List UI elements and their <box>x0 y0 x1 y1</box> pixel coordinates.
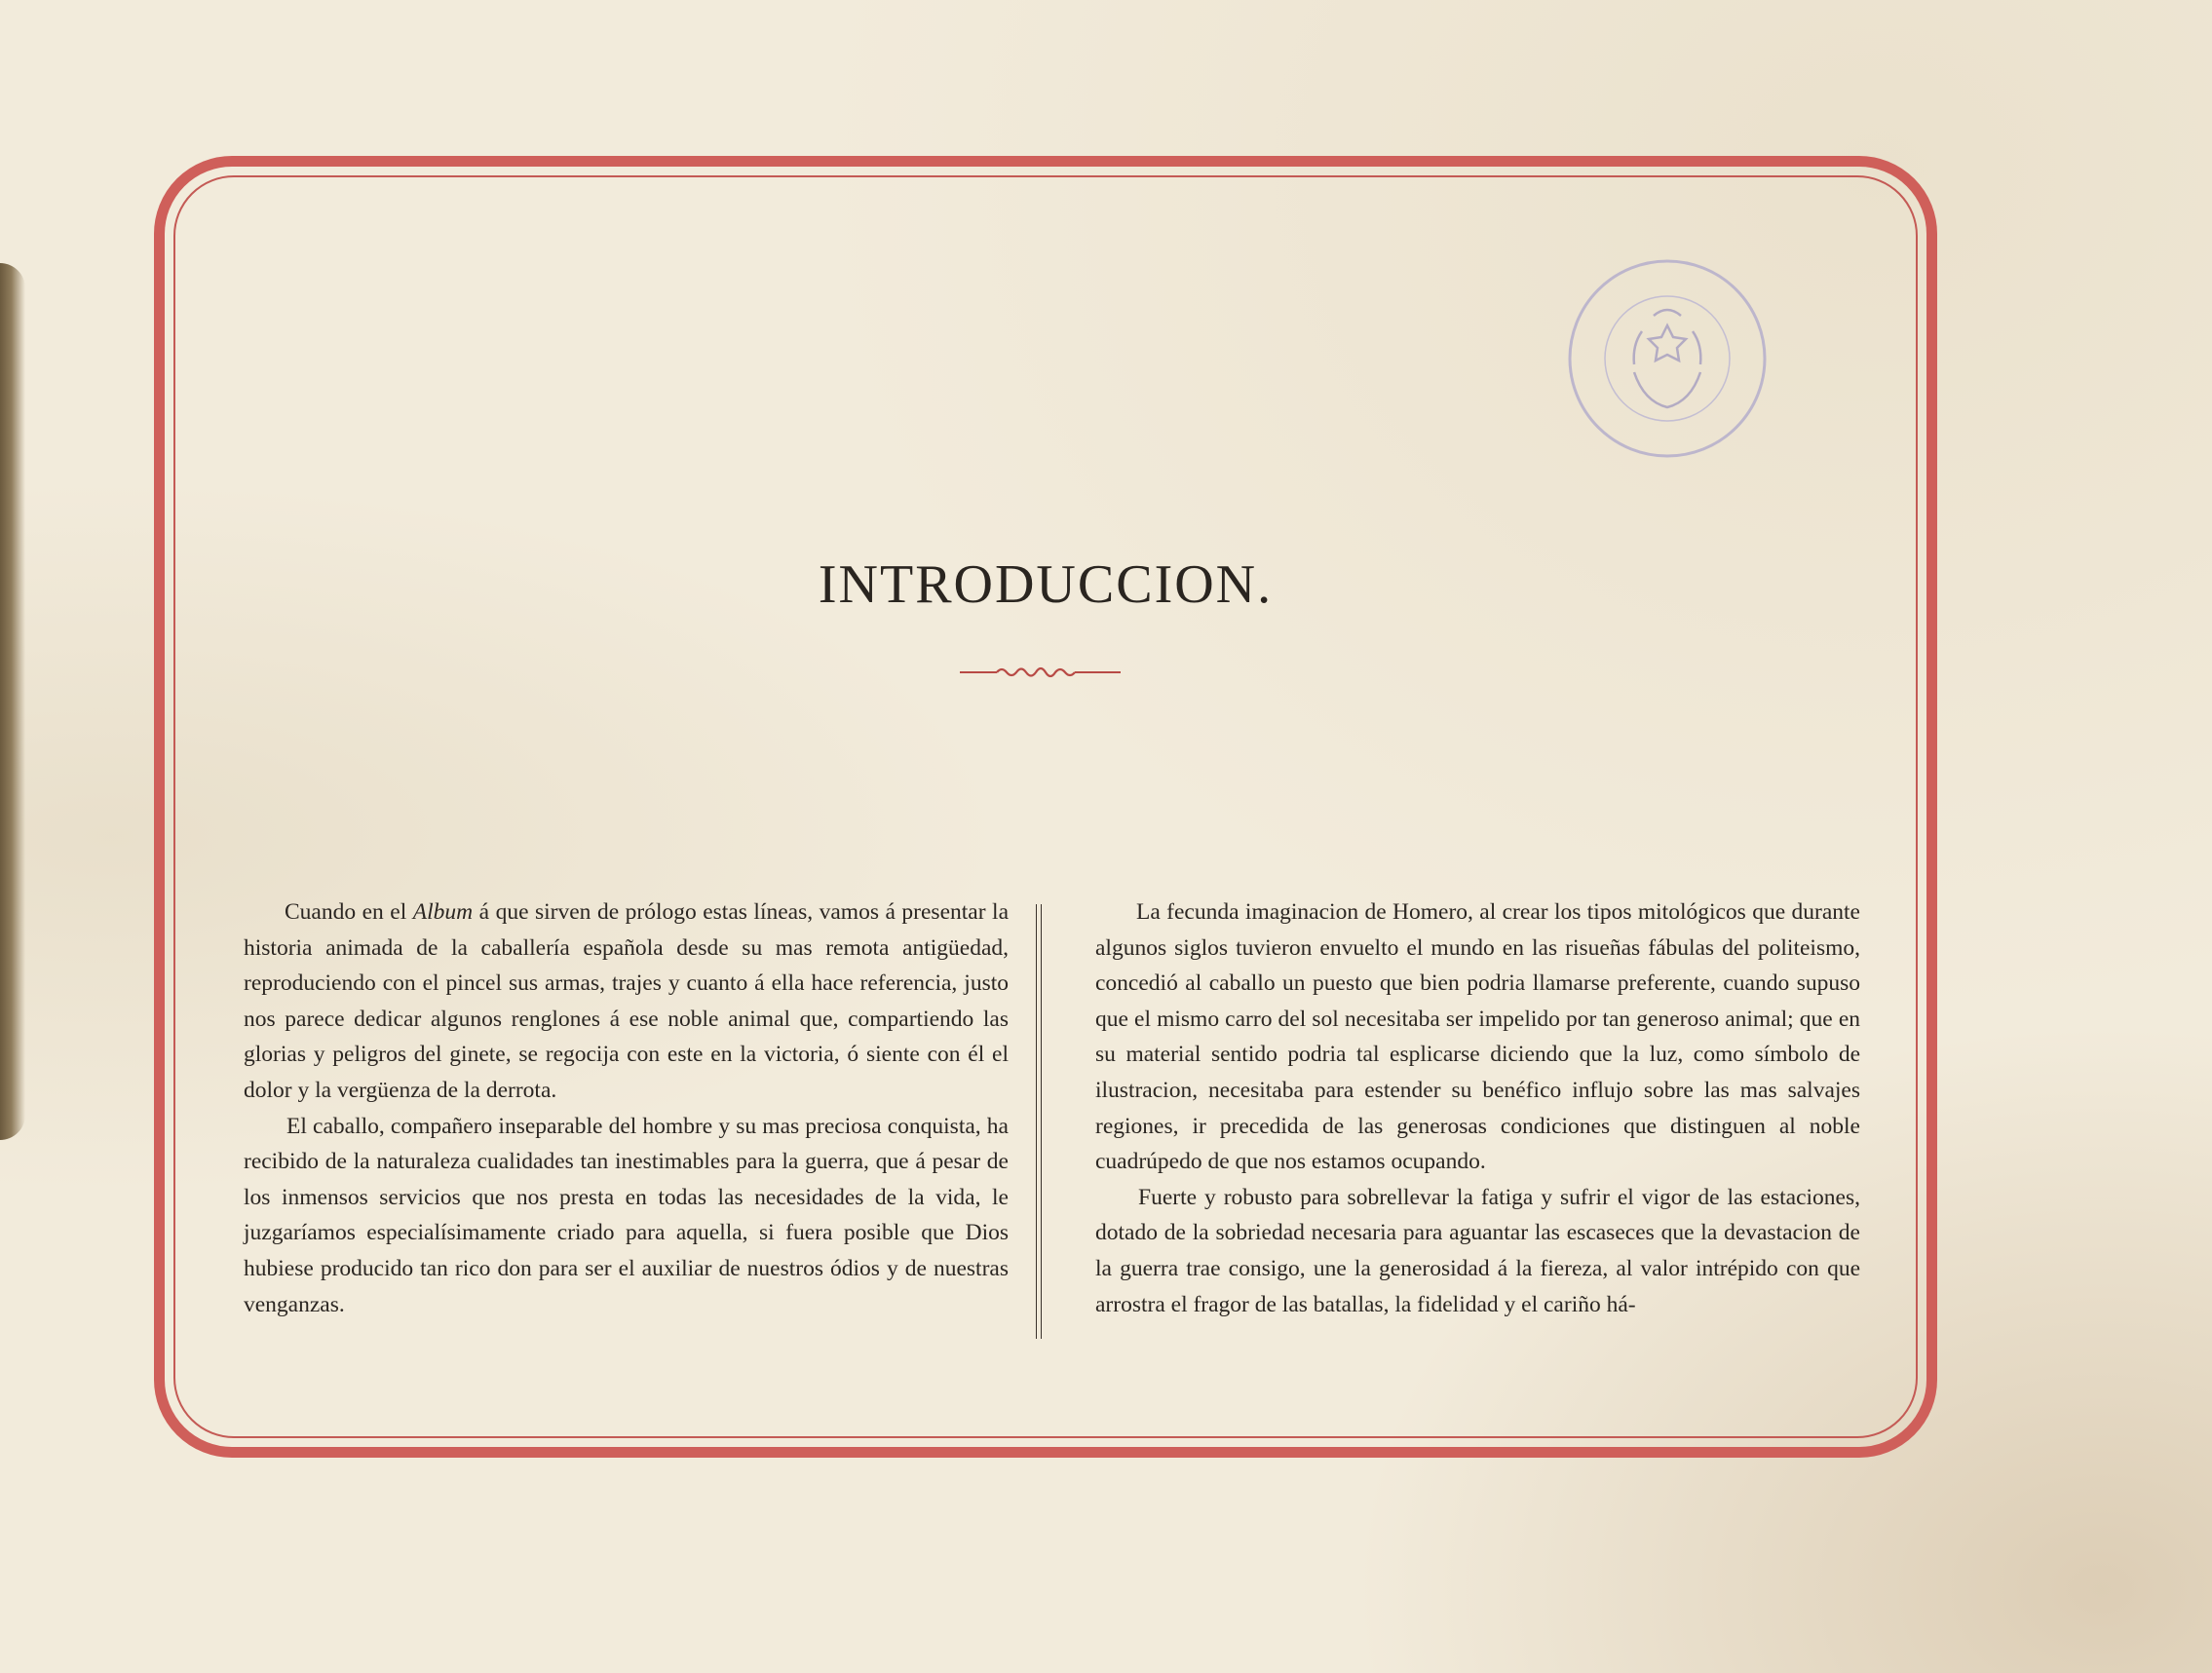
title-ornament-divider <box>960 661 1121 682</box>
left-p1-text-start: Cuando en el <box>285 899 413 925</box>
right-paragraph-1: La fecunda imaginacion de Homero, al crear los tipos mitológicos que durante algunos siglos tuvieron envuelto el mundo en las risueñas fábulas del politeismo, concedió al caballo un puesto que bien podria llamarse preferente, cuando supuso que el mismo carro del sol necesitaba ser impelido por tan generoso animal; que en su material sentido podria tal esplicarse diciendo que la luz, como símbolo de ilustracion, necesitaba para estender su benéfico influjo sobre las mas salvajes regiones, ir precedida de las generosas condiciones que distinguen al noble cuadrúpedo de que nos estamos ocupando. <box>1095 899 1860 1175</box>
left-text-column <box>244 894 1009 1322</box>
right-text-column <box>1095 894 1860 1322</box>
left-paragraph-2: El caballo, compañero inseparable del hombre y su mas preciosa conquista, ha recibido de la naturaleza cualidades tan inestimables para la guerra, que á pesar de los inmensos servicios que nos presta en todas las necesidades de la vida, le juzgaríamos especialísimamente criado para aquella, si fuera posible que Dios hubiese producido tan rico don para ser el auxiliar de nuestros ódios y de nuestras venganzas. <box>244 1113 1009 1317</box>
page-title: INTRODUCCION. <box>818 554 1274 615</box>
left-p1-text-end: á que sirven de prólogo estas líneas, vamos á presentar la historia animada de la caballería española desde su mas remota antigüedad, reproduciendo con el pincel sus armas, trajes y cuanto á ella hace referencia, justo nos parece dedicar algunos renglones á ese noble animal que, compartiendo las glorias y peligros del ginete, se regocija con este en la victoria, ó siente con él el dolor y la vergüenza de la derrota. <box>244 899 1009 1103</box>
library-stamp <box>1564 255 1771 462</box>
right-paragraph-2: Fuerte y robusto para sobrellevar la fatiga y sufrir el vigor de las estaciones, dotado de la sobriedad necesaria para aguantar las escaseces que la devastacion de la guerra trae consigo, une la generosidad á la fiereza, al valor intrépido con que arrostra el fragor de las batallas, la fidelidad y el cariño há- <box>1095 1184 1860 1317</box>
left-paragraph-1 <box>244 894 1009 1109</box>
binding-edge <box>0 263 25 1140</box>
column-divider <box>1036 904 1042 1339</box>
album-italic-word: Album <box>412 899 474 925</box>
